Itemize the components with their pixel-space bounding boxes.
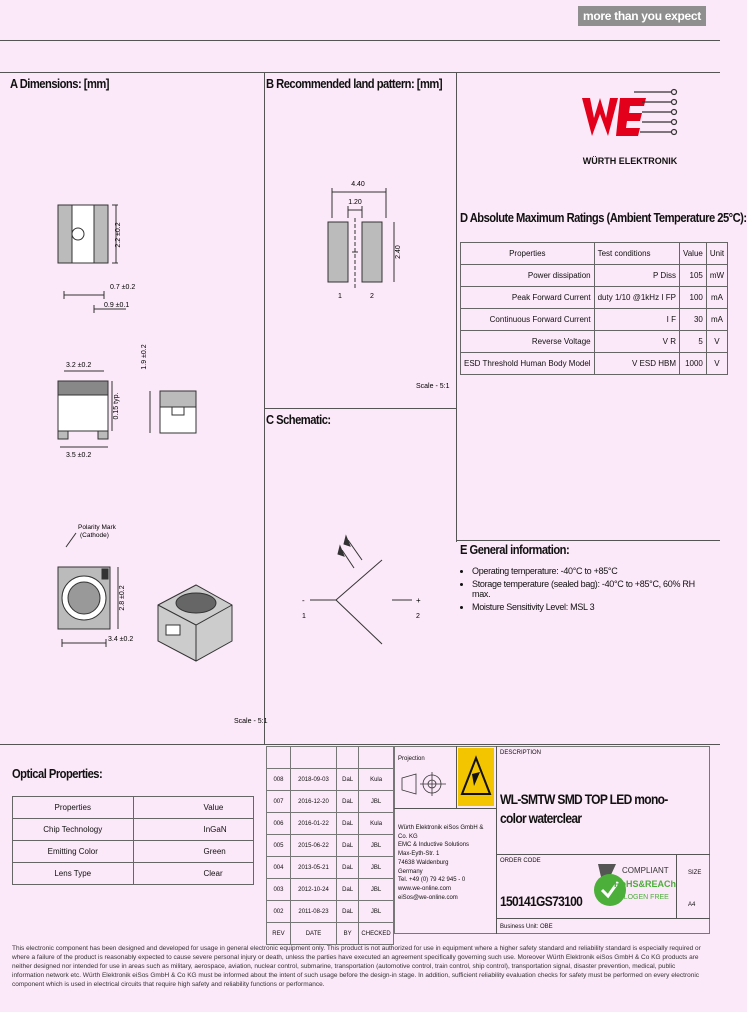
logo-resistor-lines bbox=[634, 90, 677, 135]
business-unit: Business Unit: OBE bbox=[500, 924, 553, 930]
rating-value: 1000 bbox=[679, 353, 706, 375]
optical-header-row bbox=[13, 797, 254, 819]
product-description: WL-SMTW SMD TOP LED mono-color waterclear bbox=[500, 791, 668, 826]
optical-value: Green bbox=[133, 841, 254, 863]
ratings-header-unit: Unit bbox=[706, 243, 727, 265]
rating-symbol: P Diss bbox=[653, 271, 676, 280]
optical-header-value: Value bbox=[133, 797, 254, 819]
description-label: DESCRIPTION bbox=[500, 750, 542, 756]
tb-line bbox=[456, 746, 457, 808]
ratings-header-properties: Properties bbox=[461, 243, 595, 265]
optical-property: Emitting Color bbox=[13, 841, 134, 863]
ratings-header-row bbox=[461, 243, 728, 265]
compliance-mid: RoHS&REACh bbox=[614, 879, 676, 889]
frame-divider-3 bbox=[264, 408, 456, 409]
tb-line bbox=[676, 854, 677, 918]
tb-line bbox=[496, 918, 710, 919]
table-row bbox=[13, 819, 254, 841]
table-row: 002 2011-08-23 DaL JBL bbox=[267, 901, 394, 923]
land-pin-2: 2 bbox=[370, 293, 374, 300]
table-row: 006 2016-01-22 DaL Kula bbox=[267, 813, 394, 835]
company-line: www.we-online.com bbox=[398, 885, 452, 892]
rating-property: Power dissipation bbox=[461, 265, 595, 287]
rating-condition bbox=[594, 309, 679, 331]
page-size: A4 bbox=[688, 902, 696, 908]
revision-header-row: REV DATE BY CHECKED bbox=[267, 923, 394, 945]
dim-side-view-height-label: 1.9 ±0.2 bbox=[141, 344, 148, 370]
company-line: EMC & Inductive Solutions bbox=[398, 842, 470, 849]
rating-value: 100 bbox=[679, 287, 706, 309]
list-item: • Storage temperature (sealed bag): -40°C to +85°C, 60% RH max. bbox=[472, 579, 710, 599]
projection-symbol-icon bbox=[398, 766, 454, 804]
dim-top-bottom-label-1: 0.7 ±0.2 bbox=[110, 284, 136, 291]
rating-property: Continuous Forward Current bbox=[461, 309, 595, 331]
company-line: 74638 Waldenburg bbox=[398, 859, 449, 866]
rating-unit: mW bbox=[706, 265, 727, 287]
table-row bbox=[461, 353, 728, 375]
optical-value: InGaN bbox=[133, 819, 254, 841]
dim-side-height-label: 0.15 typ. bbox=[113, 392, 120, 420]
schematic-pin-1: 1 bbox=[302, 613, 306, 620]
order-code-label: ORDER CODE bbox=[500, 858, 541, 864]
logo-e-shape bbox=[616, 98, 646, 136]
logo-text: WÜRTH ELEKTRONIK bbox=[582, 156, 678, 166]
rating-value: 5 bbox=[679, 331, 706, 353]
size-label: SIZE bbox=[688, 870, 702, 876]
table-row: 004 2013-05-21 DaL JBL bbox=[267, 857, 394, 879]
rating-unit: V bbox=[706, 353, 727, 375]
projection-label: Projection bbox=[398, 756, 425, 762]
rating-unit: V bbox=[706, 331, 727, 353]
table-row: 007 2016-12-20 DaL JBL bbox=[267, 791, 394, 813]
ratings-title: D Absolute Maximum Ratings (Ambient Temperature 25°C): bbox=[460, 210, 747, 225]
company-line: Tel. +49 (0) 79 42 945 - 0 bbox=[398, 877, 466, 884]
dimensions-drawing bbox=[0, 95, 268, 745]
optical-title: Optical Properties: bbox=[12, 766, 103, 781]
esd-warning-icon bbox=[458, 748, 494, 806]
ratings-header-test-conditions: Test conditions bbox=[594, 243, 679, 265]
brand-slogan: more than you expect bbox=[578, 6, 706, 26]
table-row bbox=[13, 841, 254, 863]
schematic-pin-2-sign: + bbox=[416, 596, 421, 605]
frame-divider-2 bbox=[456, 72, 457, 542]
optical-property: Chip Technology bbox=[13, 819, 134, 841]
footer-disclaimer: This electronic component has been designed and developed for usage in general electronic equipment only. This product is not authorized for use in equipment where a higher safety standard and reliability standard is especially required or where a failure of the product is reasonably expected to cause severe personal injury or death, unless the parties have executed an agreement specifically governing such use. Moreover Würth Elektronik eiSos GmbH & Co KG products are neither designed nor intended for use in areas such as military, aerospace, aviation, nuclear control, submarine, transportation (automotive control, train control, ship control), transportation signal, disaster prevention, medical, public information network etc. Würth Elektronik eiSos GmbH & Co KG must be informed about the intent of such usage before the design-in stage. In addition, sufficient reliability evaluation checks for safety must be performed on every electronic component which is used in electrical circuits that require high safety and reliability functions or performance. bbox=[12, 945, 701, 988]
rating-condition bbox=[594, 265, 679, 287]
wurth-logo bbox=[576, 84, 686, 174]
schematic-title: C Schematic: bbox=[266, 412, 331, 427]
rating-symbol: V R bbox=[662, 337, 676, 346]
optical-property: Lens Type bbox=[13, 863, 134, 885]
table-row: 008 2018-09-03 DaL Kula bbox=[267, 769, 394, 791]
dim-top-bottom-label-2: 0.9 ±0.1 bbox=[104, 302, 130, 309]
optical-value: Clear bbox=[133, 863, 254, 885]
optical-header-properties: Properties bbox=[13, 797, 134, 819]
order-code: 150141GS73100 bbox=[500, 893, 583, 909]
dim-top-side-label: 2.2 ±0.2 bbox=[115, 222, 122, 248]
frame-divider-4 bbox=[456, 540, 720, 541]
schematic-pin-2: 2 bbox=[416, 613, 420, 620]
company-line: Max-Eyth-Str. 1 bbox=[398, 851, 440, 858]
rating-property: Peak Forward Current bbox=[461, 287, 595, 309]
rating-value: 105 bbox=[679, 265, 706, 287]
land-pin-1: 1 bbox=[338, 293, 342, 300]
table-row bbox=[461, 265, 728, 287]
rating-condition bbox=[594, 353, 679, 375]
frame-top-line bbox=[0, 40, 720, 41]
rating-unit: mA bbox=[706, 287, 727, 309]
land-gap-width: 1.20 bbox=[348, 199, 362, 206]
land-pattern-title: B Recommended land pattern: [mm] bbox=[266, 76, 443, 91]
ratings-table bbox=[460, 242, 728, 375]
dimensions-title: A Dimensions: [mm] bbox=[10, 76, 110, 91]
land-pattern-drawing bbox=[266, 170, 454, 400]
list-item: • Operating temperature: -40°C to +85°C bbox=[472, 566, 710, 576]
table-row bbox=[461, 309, 728, 331]
compliance-badge bbox=[592, 860, 676, 914]
tb-line bbox=[496, 854, 710, 855]
frame-divider-6 bbox=[0, 72, 720, 73]
table-row: 003 2012-10-24 DaL JBL bbox=[267, 879, 394, 901]
dim-scale-label: Scale - 5:1 bbox=[234, 718, 268, 725]
dim-polarity-label-2: (Cathode) bbox=[80, 532, 109, 539]
rating-symbol: V ESD HBM bbox=[631, 359, 676, 368]
ratings-header-value: Value bbox=[679, 243, 706, 265]
company-line: Würth Elektronik eiSos GmbH & Co. KG bbox=[398, 825, 484, 840]
rating-condition bbox=[594, 331, 679, 353]
revision-table bbox=[266, 746, 394, 945]
table-row: 005 2015-06-22 DaL JBL bbox=[267, 835, 394, 857]
company-info bbox=[398, 824, 494, 902]
dim-side-top-label: 3.2 ±0.2 bbox=[66, 362, 92, 369]
dim-polarity-label-1: Polarity Mark bbox=[78, 524, 116, 531]
table-row bbox=[461, 287, 728, 309]
rating-symbol: I FP bbox=[661, 293, 676, 302]
optical-table bbox=[12, 796, 254, 885]
rating-property: ESD Threshold Human Body Model bbox=[461, 353, 595, 375]
schematic-drawing bbox=[266, 510, 454, 660]
company-line: Germany bbox=[398, 868, 423, 875]
logo-w-shape bbox=[582, 98, 618, 136]
list-item: • Moisture Sensitivity Level: MSL 3 bbox=[472, 602, 710, 612]
land-total-width: 4.40 bbox=[351, 181, 365, 188]
rating-symbol: I F bbox=[666, 315, 676, 324]
tb-line bbox=[394, 808, 496, 809]
rating-unit: mA bbox=[706, 309, 727, 331]
dim-side-bottom-label: 3.5 ±0.2 bbox=[66, 452, 92, 459]
land-pad-height: 2.40 bbox=[395, 245, 402, 259]
schematic-pin-1-sign: - bbox=[302, 596, 305, 605]
general-info bbox=[460, 566, 710, 615]
table-row bbox=[461, 331, 728, 353]
table-row bbox=[13, 863, 254, 885]
rating-condition: duty 1/10 @1kHz I FP bbox=[594, 287, 679, 309]
company-line: eiSos@we-online.com bbox=[398, 894, 458, 901]
dim-bottom-width-label: 3.4 ±0.2 bbox=[108, 636, 134, 643]
land-scale-label: Scale - 5:1 bbox=[416, 383, 450, 390]
rating-property: Reverse Voltage bbox=[461, 331, 595, 353]
table-row bbox=[267, 747, 394, 769]
compliance-bottom: HALOGEN FREE bbox=[614, 894, 669, 901]
rating-value: 30 bbox=[679, 309, 706, 331]
tb-line bbox=[496, 746, 497, 934]
compliance-top: COMPLIANT bbox=[622, 866, 669, 875]
general-title: E General information: bbox=[460, 542, 570, 557]
dim-bottom-side-label: 2.8 ±0.2 bbox=[119, 585, 126, 611]
